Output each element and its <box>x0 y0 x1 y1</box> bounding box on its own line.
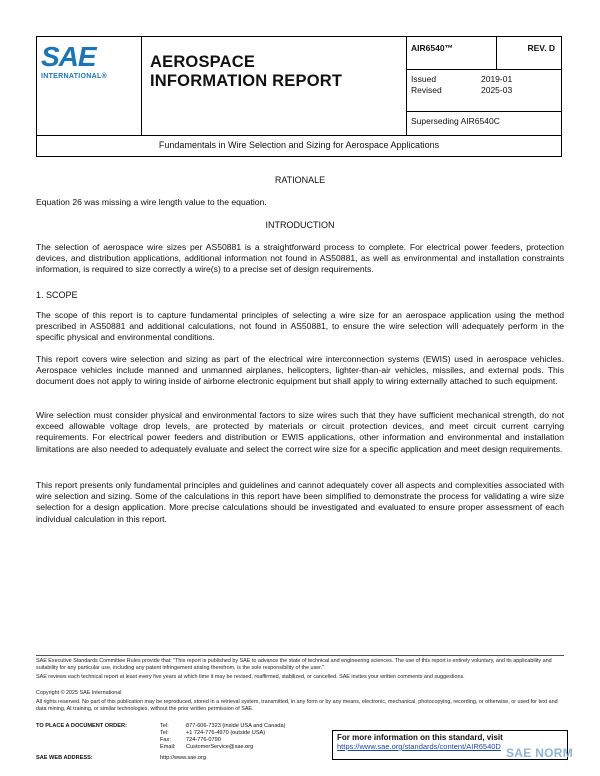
footer-rules-text: SAE Executive Standards Committee Rules provide that: "This report is published by SAE to advance the state of technical and engineering sciences. The use of this report is entirely voluntary, and its applicability and suitability for any particular use, including any patent infringement arising therefrom, is the sole responsibility of the user." <box>36 658 552 671</box>
report-type-cell <box>142 37 407 136</box>
web-link[interactable]: http://www.sae.org <box>160 755 207 761</box>
revised-value: 2025-03 <box>481 85 513 95</box>
sae-logo <box>41 43 107 80</box>
more-info-title: For more information on this standard, visit <box>337 733 503 742</box>
order-label: TO PLACE A DOCUMENT ORDER: <box>36 723 127 729</box>
report-type-line2: INFORMATION REPORT <box>150 72 343 90</box>
footer-divider <box>36 655 564 656</box>
tel2-value: +1 724-776-4970 (outside USA) <box>186 730 266 736</box>
email-label: Email: <box>160 744 176 750</box>
scope-heading: 1. SCOPE <box>36 290 78 300</box>
rationale-heading: RATIONALE <box>274 175 326 185</box>
standard-url-link[interactable]: https://www.sae.org/standards/content/AIR6540D <box>337 742 501 751</box>
footer-copyright: Copyright © 2025 SAE International <box>36 690 122 696</box>
scope-paragraph-3: Wire selection must consider physical and environmental factors to size wires such that they have sufficient mechanical strength, do not exceed allowable voltage drop levels, are protected by materials or circuit protection devices, and meet circuit current carrying requirements. For electrical power feeders and distribution or EWIS applications, other information and environmental and installation limitations are also needed to adequately evaluate and select the correct wire size for a specific application and meet design requirements. <box>36 410 564 454</box>
introduction-text: The selection of aerospace wire sizes per AS50881 is a straightforward process to complete. For electrical power feeders, protection devices, and distribution applications, additional information not found in AS50881, as well as environmental and installation constraints information, is required to size correctly a wire(s) to a precise set of design requirements. <box>36 242 564 275</box>
issued-value: 2019-01 <box>481 74 513 84</box>
logo-sae-text: SAE <box>41 41 96 72</box>
logo-cell <box>37 37 142 136</box>
rationale-text: Equation 26 was missing a wire length value to the equation. <box>36 197 267 207</box>
fax-label: Fax: <box>160 737 171 743</box>
header-table <box>36 36 562 136</box>
logo-international-text: INTERNATIONAL® <box>41 73 108 80</box>
scope-paragraph-2: This report covers wire selection and sizing as part of the electrical wire interconnection systems (EWIS) used in aerospace vehicles. Aerospace vehicles include manned and unmanned airplanes, helicopters, lighter-than-air vehicles, missiles, and external pods. This document does not apply to wiring inside of airborne electronic equipment but shall apply to wiring externally attached to such equipment. <box>36 354 564 387</box>
revised-label: Revised <box>411 85 442 95</box>
document-title: Fundamentals in Wire Selection and Sizing for Aerospace Applications <box>36 136 562 157</box>
tel2-label: Tel: <box>160 730 169 736</box>
footer-rights-text: All rights reserved. No part of this publication may be reproduced, stored in a retrieval system, transmitted, in any form or by any means, electronic, mechanical, photocopying, recording, or otherwise, or used for text and data mining, AI training, or similar technologies, without the prior written permission of SAE. <box>36 699 558 712</box>
scope-paragraph-1: The scope of this report is to capture fundamental principles of selecting a wire size for an aerospace application using the method prescribed in AS50881 and additional calculations, not found in AS50881, to ensure the wire selection will adequately perform in the specific physical and environmental conditions. <box>36 310 564 343</box>
fax-value: 724-776-0790 <box>186 737 221 743</box>
watermark-logo: SAE NORM <box>506 746 574 760</box>
report-type-line1: AEROSPACE <box>150 53 256 71</box>
dates-cell <box>407 70 562 112</box>
revision-label: REV. D <box>497 37 562 70</box>
footer-review-text: SAE reviews each technical report at least every five years at which time it may be revised, reaffirmed, stabilized, or cancelled. SAE invites your written comments and suggestions. <box>36 674 465 680</box>
tel1-label: Tel: <box>160 723 169 729</box>
introduction-heading: INTRODUCTION <box>265 220 335 230</box>
superseding-text: Superseding AIR6540C <box>407 111 562 135</box>
email-link[interactable]: CustomerService@sae.org <box>186 744 254 750</box>
doc-number: AIR6540™ <box>407 37 497 70</box>
web-label: SAE WEB ADDRESS: <box>36 755 93 761</box>
issued-label: Issued <box>411 74 437 84</box>
scope-paragraph-4: This report presents only fundamental principles and guidelines and cannot adequately cover all aspects and complexities associated with wire selection and sizing. Some of the calculations in this report have been simplified to demonstrate the process for validating a wire size selection for a design application. More precise calculations should be investigated and evaluated to ensure proper assessment of each individual calculation in this report. <box>36 480 564 524</box>
tel1-value: 877-606-7323 (inside USA and Canada) <box>186 723 286 729</box>
